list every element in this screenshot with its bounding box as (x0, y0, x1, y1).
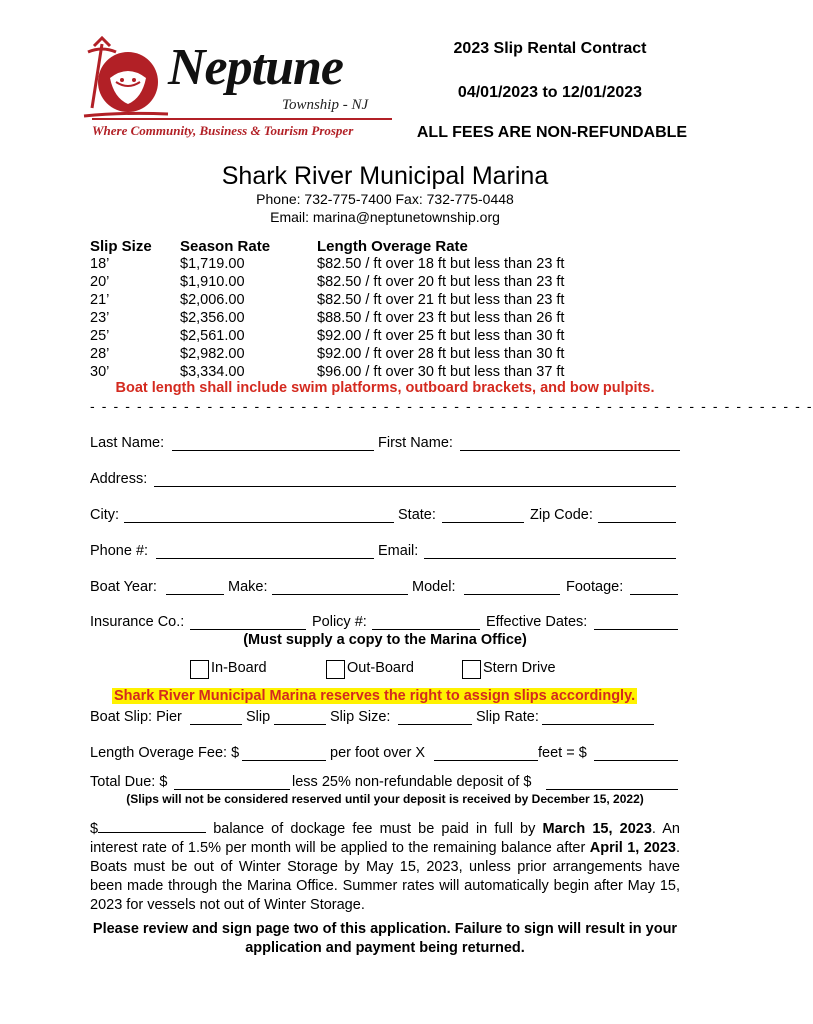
slip-size-cell: 20’ (90, 274, 110, 290)
season-rate-cell: $2,561.00 (180, 328, 245, 344)
address-row (90, 471, 680, 491)
total-due-label: Total Due: $ (90, 774, 168, 790)
reserve-note: (Slips will not be considered reserved until your deposit is received by December 15, 2022) (126, 792, 644, 806)
boat-year-field[interactable] (166, 579, 224, 595)
phone-field[interactable] (156, 543, 374, 559)
pier-field[interactable] (190, 709, 242, 725)
model-field[interactable] (464, 579, 560, 595)
policy-label: Policy #: (312, 614, 367, 630)
slip-field[interactable] (274, 709, 326, 725)
slip-size-cell: 23’ (90, 310, 110, 326)
slip-rate-label: Slip Rate: (476, 709, 539, 725)
logo-tagline: Where Community, Business & Tourism Prosper (92, 123, 354, 138)
header-season-rate: Season Rate (180, 238, 271, 255)
balance-paragraph (90, 818, 680, 915)
slip-size-cell: 25’ (90, 328, 110, 344)
feet-equals-label: feet = $ (538, 745, 587, 761)
per-foot-label: per foot over X (330, 745, 426, 761)
slip-size-label: Slip Size: (330, 709, 391, 725)
deposit-field[interactable] (546, 774, 678, 790)
header-slip-size: Slip Size (90, 238, 152, 255)
balance-field[interactable] (98, 818, 206, 833)
season-rate-cell: $1,719.00 (180, 256, 245, 272)
overage-total-field[interactable] (594, 745, 678, 761)
footage-field[interactable] (630, 579, 678, 595)
insurance-label: Insurance Co.: (90, 614, 185, 630)
boat-year-label: Boat Year: (90, 579, 157, 595)
marina-title: Shark River Municipal Marina (221, 162, 549, 190)
marina-email: Email: marina@neptunetownship.org (270, 209, 500, 225)
contract-dates: 04/01/2023 to 12/01/2023 (457, 84, 643, 101)
assign-slips-notice: Shark River Municipal Marina reserves the right to assign slips accordingly. (114, 688, 636, 704)
footage-label: Footage: (566, 579, 624, 595)
storage-text: . Boats must be out of Winter Storage by May 15, 2023, unless prior arrangements have been made through the Marina Office. Summer rates will automatically begin after May 15, 2023 for vessels not out of Winter Storage. (90, 840, 681, 913)
slip-size-cell: 21’ (90, 292, 110, 308)
pier-label: Boat Slip: Pier (90, 709, 182, 725)
last-name-field[interactable] (172, 435, 374, 451)
slip-rate-field[interactable] (542, 709, 654, 725)
signature-notice: Please review and sign page two of this application. Failure to sign will result in your application and payment being returned. (92, 921, 678, 956)
overage-fee-field[interactable] (242, 745, 326, 761)
slip-size-cell: 30’ (90, 364, 110, 380)
model-label: Model: (412, 579, 456, 595)
overage-rate-cell: $92.00 / ft over 28 ft but less than 30 ft (317, 346, 565, 362)
insurance-row (90, 614, 680, 634)
logo-subtitle: Township - NJ (282, 97, 369, 113)
outboard-checkbox[interactable] (326, 660, 345, 679)
insurance-note: (Must supply a copy to the Marina Office) (243, 632, 527, 648)
email-field[interactable] (424, 543, 676, 559)
make-field[interactable] (272, 579, 408, 595)
address-field[interactable] (154, 471, 676, 487)
city-field[interactable] (124, 507, 394, 523)
first-name-field[interactable] (460, 435, 680, 451)
season-rate-cell: $2,006.00 (180, 292, 245, 308)
inboard-checkbox[interactable] (190, 660, 209, 679)
phone-row (90, 543, 680, 563)
email-label: Email: (378, 543, 419, 559)
overage-rate-cell: $82.50 / ft over 20 ft but less than 23 ft (317, 274, 565, 290)
interest-date: April 1, 2023 (589, 840, 676, 856)
slip-label: Slip (246, 709, 271, 725)
header-overage-rate: Length Overage Rate (317, 238, 468, 255)
season-rate-cell: $2,356.00 (180, 310, 245, 326)
city-label: City: (90, 507, 119, 523)
fees-notice: ALL FEES ARE NON-REFUNDABLE (416, 124, 688, 141)
interest-text: . An interest rate of 1.5% per month will be applied to the remaining balance after (90, 821, 680, 856)
total-due-row (90, 774, 680, 794)
logo-rule (92, 118, 392, 120)
stern-drive-label: Stern Drive (483, 660, 556, 676)
overage-fee-row (90, 745, 680, 765)
deposit-label: less 25% non-refundable deposit of $ (292, 774, 532, 790)
boat-length-note: Boat length shall include swim platforms, outboard brackets, and bow pulpits. (115, 380, 655, 396)
logo-wordmark: Neptune (168, 39, 343, 96)
overage-rate-cell: $82.50 / ft over 21 ft but less than 23 ft (317, 292, 565, 308)
marina-phone-fax: Phone: 732-775-7400 Fax: 732-775-0448 (256, 191, 514, 207)
overage-rate-cell: $88.50 / ft over 23 ft but less than 26 ft (317, 310, 565, 326)
effective-dates-field[interactable] (594, 614, 678, 630)
city-row (90, 507, 680, 527)
name-row (90, 435, 680, 455)
zip-label: Zip Code: (530, 507, 593, 523)
insurance-field[interactable] (190, 614, 306, 630)
slip-size-cell: 28’ (90, 346, 110, 362)
season-rate-cell: $2,982.00 (180, 346, 245, 362)
state-field[interactable] (442, 507, 524, 523)
balance-dollar: $ (90, 821, 99, 837)
phone-label: Phone #: (90, 543, 149, 559)
first-name-label: First Name: (378, 435, 453, 451)
season-rate-cell: $3,334.00 (180, 364, 245, 380)
policy-field[interactable] (372, 614, 480, 630)
outboard-label: Out-Board (347, 660, 414, 676)
stern-drive-checkbox[interactable] (462, 660, 481, 679)
balance-text: balance of dockage fee must be paid in full by (206, 821, 543, 837)
overage-fee-label: Length Overage Fee: $ (90, 745, 240, 761)
zip-field[interactable] (598, 507, 676, 523)
overage-rate-cell: $92.00 / ft over 25 ft but less than 30 ft (317, 328, 565, 344)
overage-rate-cell: $82.50 / ft over 18 ft but less than 23 ft (317, 256, 565, 272)
season-rate-cell: $1,910.00 (180, 274, 245, 290)
inboard-label: In-Board (211, 660, 267, 676)
address-label: Address: (90, 471, 148, 487)
contract-title: 2023 Slip Rental Contract (453, 40, 647, 57)
state-label: State: (398, 507, 436, 523)
separator-line: - - - - - - - - - - - - - - - - - - - - - - - - - - - - - - - - - - - - - - - - - - - - - - - - - - - - - - - - - - - - - - (90, 398, 813, 414)
overage-rate-cell: $96.00 / ft over 30 ft but less than 37 ft (317, 364, 565, 380)
balance-due-date: March 15, 2023 (542, 821, 652, 837)
trident-icon (80, 38, 170, 120)
make-label: Make: (228, 579, 268, 595)
slip-size-cell: 18’ (90, 256, 110, 272)
slip-size-field[interactable] (398, 709, 472, 725)
boat-row (90, 579, 680, 599)
total-due-field[interactable] (174, 774, 290, 790)
last-name-label: Last Name: (90, 435, 165, 451)
effective-dates-label: Effective Dates: (486, 614, 588, 630)
feet-over-field[interactable] (434, 745, 538, 761)
boat-slip-row (90, 709, 680, 729)
